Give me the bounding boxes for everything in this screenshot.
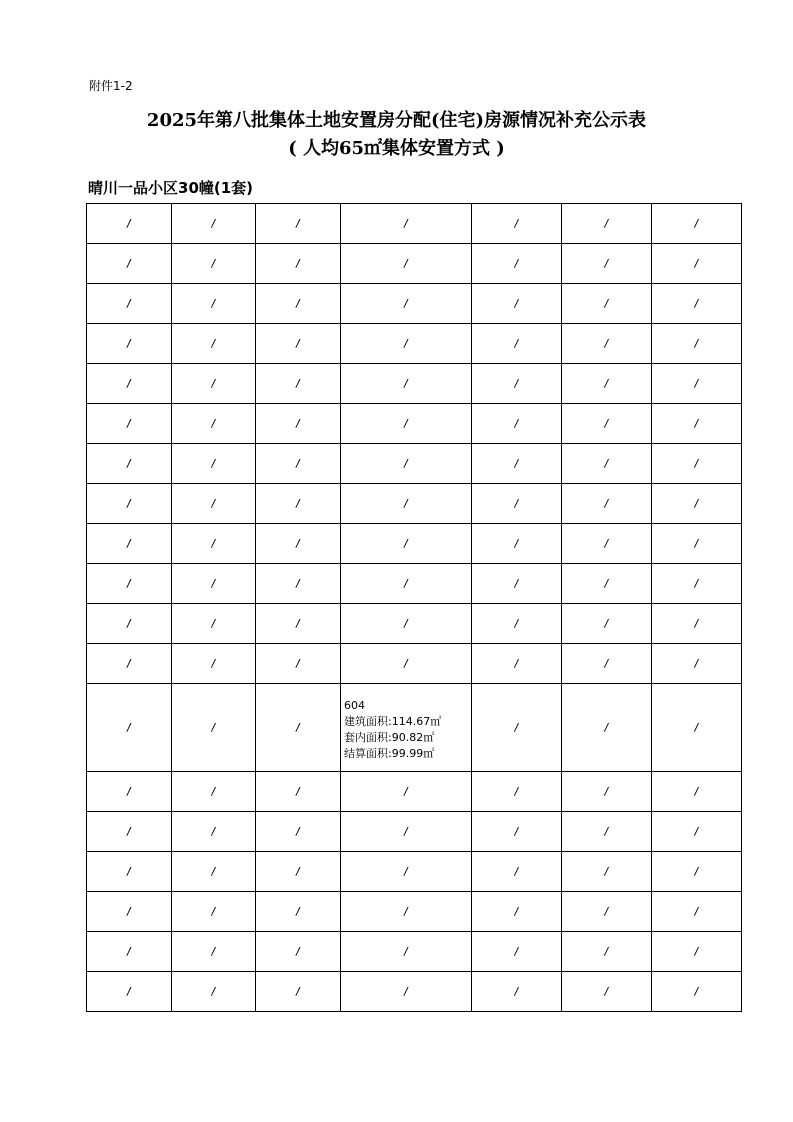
empty-cell: / (652, 444, 742, 484)
empty-cell: / (172, 324, 256, 364)
empty-cell: / (652, 892, 742, 932)
empty-cell: / (472, 404, 562, 444)
empty-cell: / (652, 564, 742, 604)
empty-cell: / (87, 444, 172, 484)
table-row (87, 684, 742, 772)
empty-cell: / (652, 852, 742, 892)
table-row (87, 852, 742, 892)
empty-cell: / (562, 892, 652, 932)
unit-info-cell (341, 684, 472, 772)
empty-cell: / (562, 644, 652, 684)
empty-cell: / (472, 644, 562, 684)
empty-cell: / (562, 524, 652, 564)
empty-cell: / (172, 404, 256, 444)
empty-cell: / (472, 972, 562, 1012)
empty-cell: / (256, 364, 341, 404)
empty-cell: / (652, 324, 742, 364)
empty-cell: / (172, 284, 256, 324)
empty-cell: / (472, 284, 562, 324)
table-row (87, 244, 742, 284)
table-row (87, 204, 742, 244)
empty-cell: / (562, 772, 652, 812)
empty-cell: / (562, 564, 652, 604)
empty-cell: / (341, 604, 472, 644)
housing-table (86, 203, 742, 1012)
empty-cell: / (562, 364, 652, 404)
empty-cell: / (256, 204, 341, 244)
empty-cell: / (652, 404, 742, 444)
empty-cell: / (472, 812, 562, 852)
empty-cell: / (256, 284, 341, 324)
empty-cell: / (87, 932, 172, 972)
empty-cell: / (87, 404, 172, 444)
empty-cell: / (256, 444, 341, 484)
empty-cell: / (652, 684, 742, 772)
empty-cell: / (172, 364, 256, 404)
empty-cell: / (562, 444, 652, 484)
empty-cell: / (341, 284, 472, 324)
table-row (87, 972, 742, 1012)
empty-cell: / (472, 564, 562, 604)
empty-cell: / (172, 564, 256, 604)
empty-cell: / (472, 604, 562, 644)
table-row (87, 524, 742, 564)
empty-cell: / (472, 892, 562, 932)
table-row (87, 364, 742, 404)
empty-cell: / (256, 932, 341, 972)
empty-cell: / (472, 852, 562, 892)
empty-cell: / (341, 852, 472, 892)
empty-cell: / (172, 524, 256, 564)
empty-cell: / (172, 204, 256, 244)
empty-cell: / (562, 812, 652, 852)
housing-table-body (87, 204, 742, 1012)
table-row (87, 644, 742, 684)
page-subtitle: ( 人均65㎡集体安置方式 ) (288, 138, 505, 159)
empty-cell: / (87, 684, 172, 772)
empty-cell: / (652, 644, 742, 684)
empty-cell: / (256, 644, 341, 684)
empty-cell: / (562, 684, 652, 772)
empty-cell: / (472, 324, 562, 364)
empty-cell: / (341, 892, 472, 932)
empty-cell: / (256, 772, 341, 812)
empty-cell: / (172, 484, 256, 524)
empty-cell: / (652, 284, 742, 324)
empty-cell: / (652, 812, 742, 852)
empty-cell: / (652, 204, 742, 244)
empty-cell: / (87, 244, 172, 284)
empty-cell: / (172, 444, 256, 484)
empty-cell: / (87, 812, 172, 852)
empty-cell: / (256, 524, 341, 564)
table-row (87, 932, 742, 972)
empty-cell: / (472, 772, 562, 812)
empty-cell: / (87, 892, 172, 932)
empty-cell: / (172, 244, 256, 284)
empty-cell: / (87, 204, 172, 244)
empty-cell: / (562, 484, 652, 524)
empty-cell: / (87, 644, 172, 684)
empty-cell: / (562, 204, 652, 244)
empty-cell: / (256, 812, 341, 852)
empty-cell: / (256, 244, 341, 284)
empty-cell: / (172, 684, 256, 772)
empty-cell: / (87, 364, 172, 404)
empty-cell: / (172, 852, 256, 892)
empty-cell: / (562, 284, 652, 324)
empty-cell: / (472, 524, 562, 564)
empty-cell: / (87, 972, 172, 1012)
empty-cell: / (87, 524, 172, 564)
empty-cell: / (256, 892, 341, 932)
empty-cell: / (652, 772, 742, 812)
empty-cell: / (652, 932, 742, 972)
empty-cell: / (341, 364, 472, 404)
building-label: 晴川一品小区30幢(1套) (88, 179, 254, 197)
empty-cell: / (256, 972, 341, 1012)
empty-cell: / (87, 484, 172, 524)
empty-cell: / (172, 932, 256, 972)
build-area: 建筑面积:114.67㎡ (344, 715, 442, 728)
empty-cell: / (172, 644, 256, 684)
empty-cell: / (172, 604, 256, 644)
empty-cell: / (472, 484, 562, 524)
empty-cell: / (652, 524, 742, 564)
empty-cell: / (341, 772, 472, 812)
empty-cell: / (652, 484, 742, 524)
empty-cell: / (341, 524, 472, 564)
empty-cell: / (87, 284, 172, 324)
empty-cell: / (256, 564, 341, 604)
unit-number: 604 (344, 699, 365, 712)
page-title: 2025年第八批集体土地安置房分配(住宅)房源情况补充公示表 (146, 110, 647, 131)
empty-cell: / (652, 972, 742, 1012)
empty-cell: / (87, 852, 172, 892)
empty-cell: / (87, 324, 172, 364)
empty-cell: / (256, 484, 341, 524)
empty-cell: / (256, 684, 341, 772)
empty-cell: / (341, 444, 472, 484)
empty-cell: / (87, 604, 172, 644)
empty-cell: / (562, 932, 652, 972)
empty-cell: / (256, 324, 341, 364)
settle-area: 结算面积:99.99㎡ (344, 747, 435, 760)
table-row (87, 404, 742, 444)
empty-cell: / (472, 444, 562, 484)
empty-cell: / (341, 324, 472, 364)
empty-cell: / (256, 852, 341, 892)
table-row (87, 324, 742, 364)
empty-cell: / (341, 564, 472, 604)
empty-cell: / (172, 892, 256, 932)
empty-cell: / (256, 604, 341, 644)
empty-cell: / (472, 244, 562, 284)
table-row (87, 484, 742, 524)
empty-cell: / (472, 684, 562, 772)
empty-cell: / (87, 772, 172, 812)
empty-cell: / (172, 772, 256, 812)
empty-cell: / (341, 972, 472, 1012)
empty-cell: / (341, 244, 472, 284)
empty-cell: / (652, 364, 742, 404)
empty-cell: / (472, 364, 562, 404)
inner-area: 套内面积:90.82㎡ (344, 731, 435, 744)
empty-cell: / (562, 972, 652, 1012)
table-row (87, 812, 742, 852)
empty-cell: / (172, 972, 256, 1012)
table-row (87, 772, 742, 812)
empty-cell: / (341, 812, 472, 852)
annex-label: 附件1-2 (89, 79, 133, 93)
table-row (87, 564, 742, 604)
table-row (87, 284, 742, 324)
empty-cell: / (652, 604, 742, 644)
empty-cell: / (341, 644, 472, 684)
empty-cell: / (562, 604, 652, 644)
empty-cell: / (472, 932, 562, 972)
empty-cell: / (472, 204, 562, 244)
empty-cell: / (562, 324, 652, 364)
empty-cell: / (172, 812, 256, 852)
empty-cell: / (341, 932, 472, 972)
empty-cell: / (562, 244, 652, 284)
table-row (87, 892, 742, 932)
empty-cell: / (341, 204, 472, 244)
empty-cell: / (87, 564, 172, 604)
table-row (87, 604, 742, 644)
empty-cell: / (256, 404, 341, 444)
empty-cell: / (652, 244, 742, 284)
empty-cell: / (341, 484, 472, 524)
empty-cell: / (341, 404, 472, 444)
table-row (87, 444, 742, 484)
empty-cell: / (562, 404, 652, 444)
empty-cell: / (562, 852, 652, 892)
